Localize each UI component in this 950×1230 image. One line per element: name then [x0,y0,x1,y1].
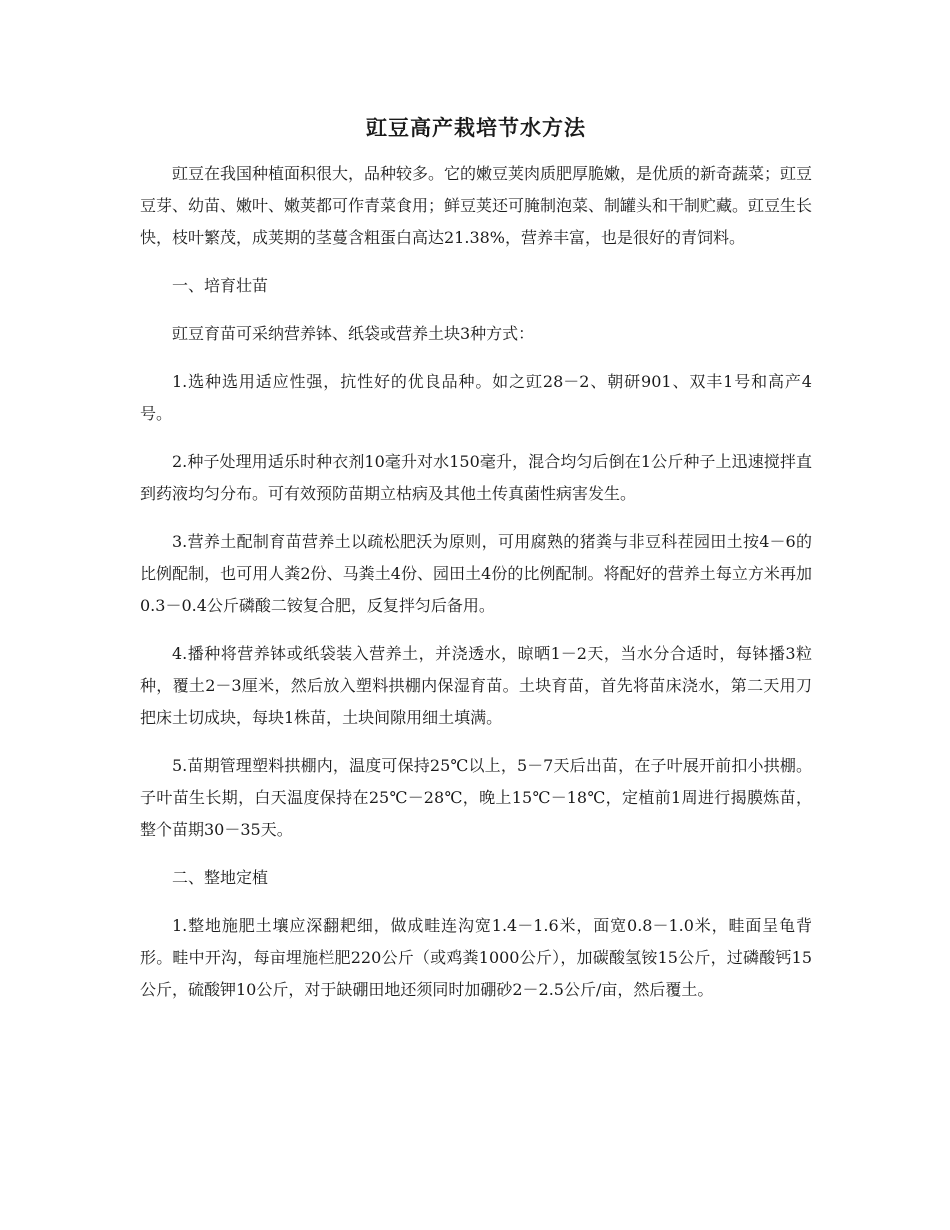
paragraph-seedling-methods: 豇豆育苗可采纳营养钵、纸袋或营养土块3种方式： [172,324,535,343]
section-heading-2: 二、整地定植 [172,868,269,887]
section-heading-1: 一、培育壮苗 [172,276,269,295]
paragraph-seed-treatment: 2.种子处理用适乐时种衣剂10毫升对水150毫升，混合均匀后倒在1公斤种子上迅速搅拌直到药液均匀分布。可有效预防苗期立枯病及其他土传真菌性病害发生。 [140,452,812,503]
document-page [140,112,812,1022]
document-title: 豇豆高产栽培节水方法 [366,115,586,140]
paragraph-intro: 豇豆在我国种植面积很大，品种较多。它的嫩豆荚肉质肥厚脆嫩，是优质的新奇蔬菜；豇豆豆芽、幼苗、嫩叶、嫩荚都可作青菜食用；鲜豆荚还可腌制泡菜、制罐头和干制贮藏。豇豆生长快，枝叶繁茂，成荚期的茎蔓含粗蛋白高达21.38%，营养丰富，也是很好的青饲料。 [140,164,813,247]
paragraph-seed-selection: 1.选种选用适应性强，抗性好的优良品种。如之豇28－2、朝研901、双丰1号和高产4号。 [140,372,812,423]
paragraph-nutrient-soil: 3.营养土配制育苗营养土以疏松肥沃为原则，可用腐熟的猪粪与非豆科茬园田土按4－6的比例配制，也可用人粪2份、马粪土4份、园田土4份的比例配制。将配好的营养土每立方米再加0.3－0.4公斤磷酸二铵复合肥，反复拌匀后备用。 [140,532,812,615]
paragraph-sowing: 4.播种将营养钵或纸袋装入营养土，并浇透水，晾晒1－2天，当水分合适时，每钵播3粒种，覆土2－3厘米，然后放入塑料拱棚内保湿育苗。土块育苗，首先将苗床浇水，第二天用刀把床土切成块，每块1株苗，土块间隙用细土填满。 [140,644,812,727]
paragraph-seedling-management: 5.苗期管理塑料拱棚内，温度可保持25℃以上，5－7天后出苗，在子叶展开前扣小拱棚。子叶苗生长期，白天温度保持在25℃－28℃，晚上15℃－18℃，定植前1周进行揭膜炼苗，整个苗期30－35天。 [140,756,812,839]
paragraph-soil-preparation: 1.整地施肥土壤应深翻耙细，做成畦连沟宽1.4－1.6米，面宽0.8－1.0米，畦面呈龟背形。畦中开沟，每亩埋施栏肥220公斤（或鸡粪1000公斤），加碳酸氢铵15公斤，过磷酸钙15公斤，硫酸钾10公斤，对于缺硼田地还须同时加硼砂2－2.5公斤/亩，然后覆土。 [140,916,812,999]
